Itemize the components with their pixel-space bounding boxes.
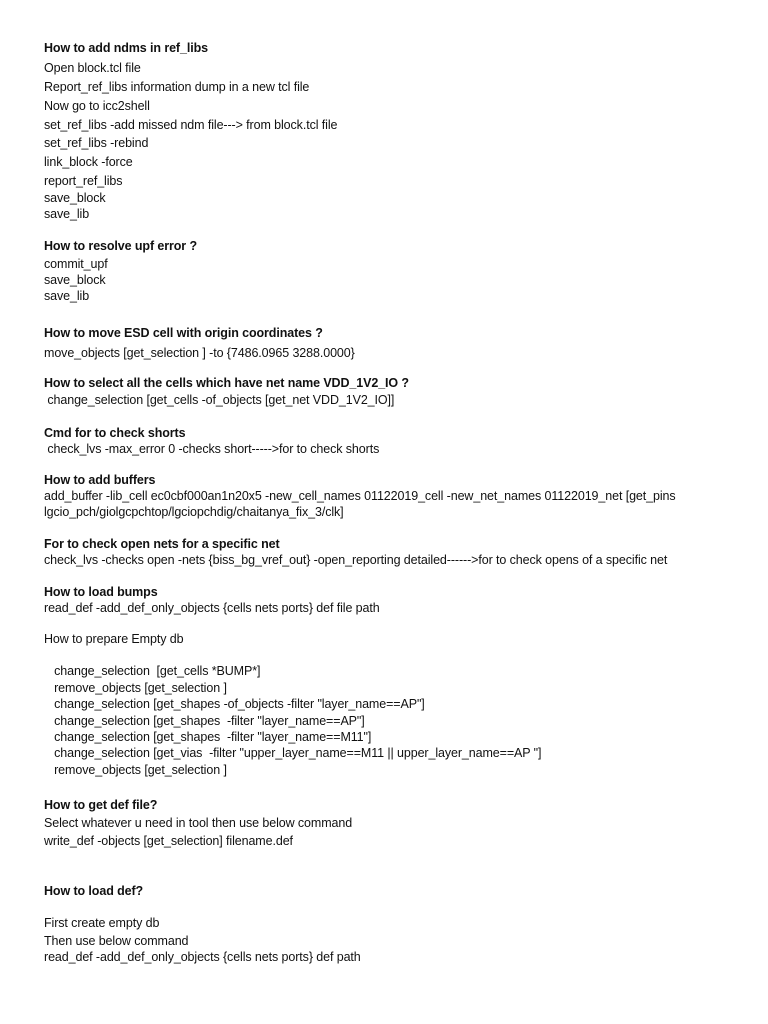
step-line: Open block.tcl file <box>44 61 141 75</box>
command-line: read_def -add_def_only_objects {cells nets ports} def file path <box>44 601 380 615</box>
step-line: Select whatever u need in tool then use below command <box>44 816 353 830</box>
heading-get-def-file: How to get def file? <box>44 798 158 812</box>
command-line: save_lib <box>44 289 90 303</box>
command-line: save_block <box>44 273 106 287</box>
heading-load-def: How to load def? <box>44 884 144 898</box>
heading-check-shorts: Cmd for to check shorts <box>44 426 186 440</box>
command-line: commit_upf <box>44 257 108 271</box>
command-line: change_selection [get_vias -filter "upper_layer_name==M11 || upper_layer_name==AP "] <box>44 746 542 760</box>
command-line: add_buffer -lib_cell ec0cbf000an1n20x5 -new_cell_names 01122019_cell -new_net_names 01122019_net [get_pins <box>44 489 676 503</box>
heading-move-esd: How to move ESD cell with origin coordinates ? <box>44 326 323 340</box>
heading-select-cells: How to select all the cells which have net name VDD_1V2_IO ? <box>44 376 409 390</box>
command-line: change_selection [get_cells *BUMP*] <box>44 664 261 678</box>
heading-add-buffers: How to add buffers <box>44 473 156 487</box>
command-line: link_block -force <box>44 155 133 169</box>
command-line: save_block <box>44 191 106 205</box>
command-line: change_selection [get_cells -of_objects [get_net VDD_1V2_IO]] <box>44 393 395 407</box>
command-line: set_ref_libs -add missed ndm file---> from block.tcl file <box>44 118 338 132</box>
command-line: move_objects [get_selection ] -to {7486.0965 3288.0000} <box>44 346 355 360</box>
command-line: remove_objects [get_selection ] <box>44 763 227 777</box>
step-line: Report_ref_libs information dump in a new tcl file <box>44 80 310 94</box>
step-line: Then use below command <box>44 934 189 948</box>
command-line: set_ref_libs -rebind <box>44 136 149 150</box>
command-line: change_selection [get_shapes -filter "layer_name==M11"] <box>44 730 372 744</box>
command-line: remove_objects [get_selection ] <box>44 681 227 695</box>
heading-resolve-upf: How to resolve upf error ? <box>44 239 197 253</box>
step-line: Now go to icc2shell <box>44 99 150 113</box>
command-line: check_lvs -max_error 0 -checks short----->for to check shorts <box>44 442 380 456</box>
command-line: change_selection [get_shapes -filter "layer_name==AP"] <box>44 714 365 728</box>
command-line: report_ref_libs <box>44 174 123 188</box>
step-line: First create empty db <box>44 916 160 930</box>
command-line: save_lib <box>44 207 90 221</box>
command-line: change_selection [get_shapes -of_objects -filter "layer_name==AP"] <box>44 697 425 711</box>
command-line: check_lvs -checks open -nets {biss_bg_vref_out} -open_reporting detailed------>for to check opens of a specific net <box>44 553 668 567</box>
command-line: write_def -objects [get_selection] filename.def <box>44 834 293 848</box>
heading-check-open-nets: For to check open nets for a specific net <box>44 537 280 551</box>
command-line: read_def -add_def_only_objects {cells nets ports} def path <box>44 950 361 964</box>
heading-prepare-empty-db: How to prepare Empty db <box>44 632 184 646</box>
command-line: lgcio_pch/giolgcpchtop/lgciopchdig/chaitanya_fix_3/clk] <box>44 505 344 519</box>
heading-add-ndms: How to add ndms in ref_libs <box>44 41 208 55</box>
heading-load-bumps: How to load bumps <box>44 585 158 599</box>
